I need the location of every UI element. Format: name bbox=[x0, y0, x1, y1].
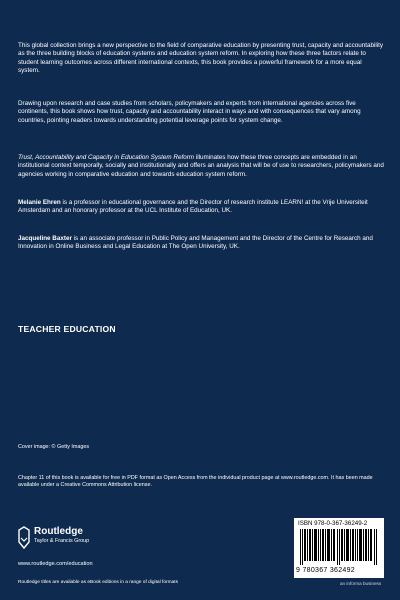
book-title: Trust, Accountability and Capacity in Education System Reform bbox=[18, 154, 195, 161]
barcode-graphic bbox=[298, 529, 380, 565]
author-bio-1: Melanie Ehren is a professor in educational governance and the Director of research institute LEARN! at the Vrije Universiteit Amsterdam and an honorary professor at the UCL Institute of Education, UK. bbox=[18, 199, 368, 215]
author-name-2: Jacqueline Baxter bbox=[18, 235, 72, 242]
description-paragraph-1: This global collection brings a new perspective to the field of comparative education by presenting trust, capacity and accountability as the three building blocks of education systems and education system reform. In exploring how these three factors relate to student learning outcomes across different international contexts, this book provides a powerful framework for a more equal system. bbox=[18, 42, 384, 75]
routledge-logo-icon bbox=[18, 526, 30, 550]
publisher-name: Routledge bbox=[34, 526, 83, 537]
publisher-url[interactable]: www.routledge.com/education bbox=[18, 561, 93, 567]
description-paragraph-3: Trust, Accountability and Capacity in Education System Reform illuminates how these three concepts are embedded in an institutional context temporally, socially and institutionally and offers an analysis that will be of use to researchers, policymakers and agencies working in comparative education and towards education system reform. bbox=[18, 154, 384, 178]
author-name-1: Melanie Ehren bbox=[18, 199, 61, 206]
barcode-number: 9 780367 362492 bbox=[296, 567, 355, 574]
ebook-note: Routledge titles are available as eBook editions in a range of digital formats bbox=[18, 580, 178, 585]
publisher-logo bbox=[18, 524, 178, 564]
isbn-barcode-box bbox=[294, 518, 384, 578]
author-bio-2: Jacqueline Baxter is an associate professor in Public Policy and Management and the Director of the Centre for Research and Innovation in Online Business and Legal Education at The Open University, UK. bbox=[18, 235, 373, 251]
cover-credit: Cover image: © Getty Images bbox=[18, 444, 90, 450]
isbn-label: ISBN 978-0-367-36249-2 bbox=[298, 520, 368, 527]
publisher-subtitle: Taylor & Francis Group bbox=[34, 538, 90, 544]
series-label: TEACHER EDUCATION bbox=[18, 324, 116, 334]
informa-tagline: an informa business bbox=[340, 581, 382, 586]
open-access-note: Chapter 11 of this book is available for free in PDF format as Open Access from the individual product page at www.routledge.com. It has been made available under a Creative Commons Attribution license. bbox=[18, 475, 373, 489]
description-paragraph-2: Drawing upon research and case studies from scholars, policymakers and experts from international agencies across five continents, this book shows how trust, capacity and accountability interact in ways and with consequences that vary among countries, pointing readers towards understanding potential leverage points for system change. bbox=[18, 100, 361, 124]
